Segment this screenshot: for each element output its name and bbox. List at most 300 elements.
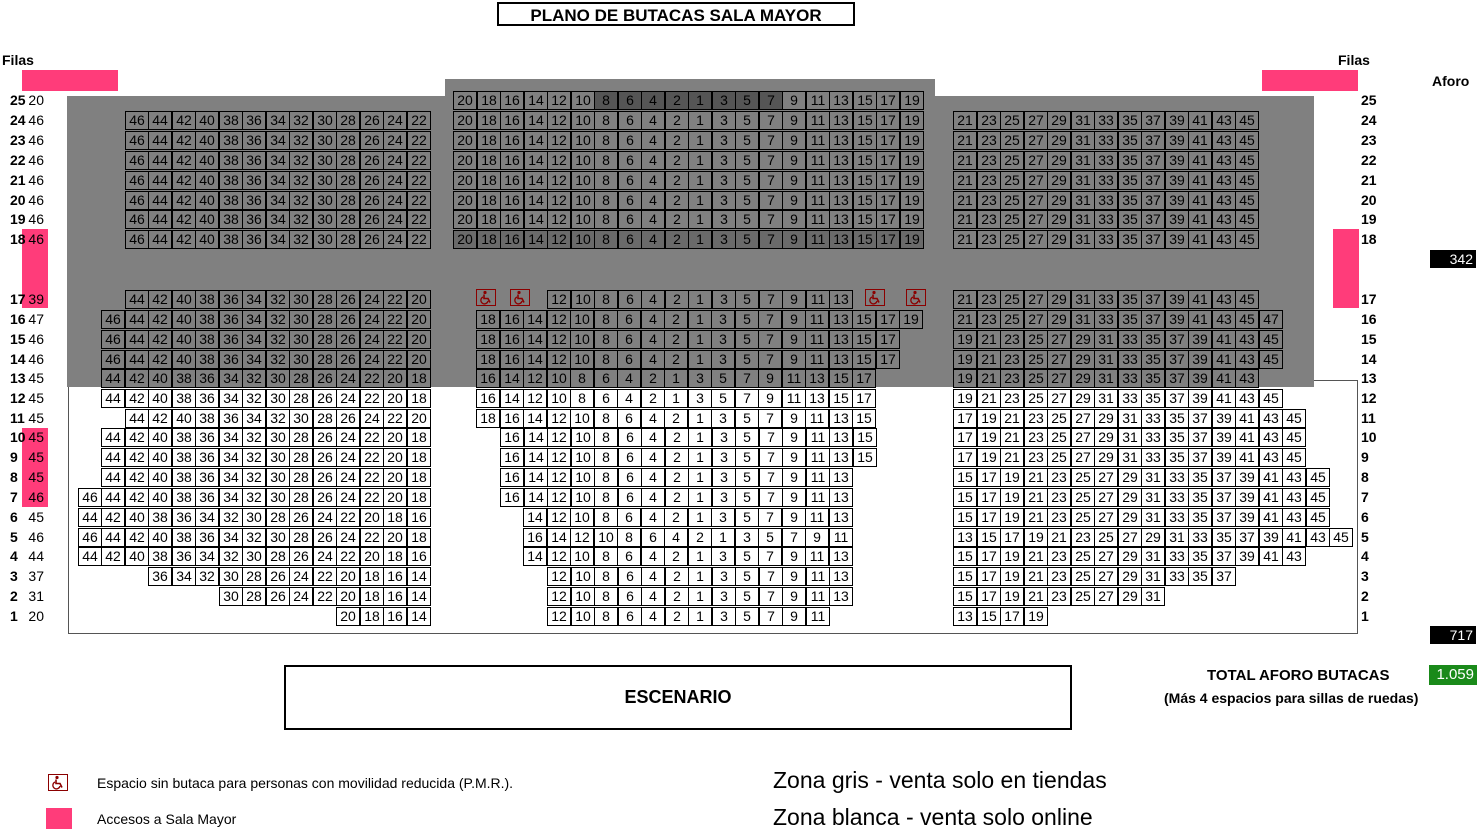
seat-center: 7 [759,428,783,447]
seat-right: 45 [1282,428,1306,447]
seat-left: 32 [219,547,243,566]
seat-right: 25 [1024,369,1048,388]
seat-left: 42 [125,528,149,547]
seat-center: 10 [571,448,595,467]
seat-center: 12 [523,389,547,408]
row-label-left: 17 [10,291,26,307]
seat-left: 30 [313,191,337,210]
total-label: TOTAL AFORO BUTACAS [1207,667,1390,684]
row-label-left: 4 [10,548,18,564]
seat-left: 42 [125,389,149,408]
seat-center: 10 [570,409,594,428]
seat-left: 20 [407,290,431,309]
row-label-right: 17 [1361,291,1377,307]
seat-right: 25 [1000,290,1024,309]
seat-center: 4 [641,290,665,309]
seat-right: 39 [1165,210,1189,229]
seat-center: 19 [900,210,924,229]
seat-right: 35 [1141,369,1165,388]
seat-center: 12 [547,488,571,507]
seat-center: 1 [688,587,712,606]
seat-right: 37 [1165,389,1189,408]
seat-right: 25 [1071,547,1095,566]
seat-left: 34 [219,448,243,467]
seat-right: 29 [1071,330,1095,349]
seat-center: 11 [806,210,830,229]
seat-left: 28 [289,528,313,547]
seat-left: 26 [313,448,337,467]
seat-center: 17 [876,111,900,130]
seat-center: 15 [853,230,877,249]
seat-right: 33 [1118,389,1142,408]
seat-center: 15 [853,91,877,110]
seat-right: 23 [1024,409,1048,428]
row-aforo: 45 [28,449,44,465]
seat-right: 37 [1188,428,1212,447]
seat-right: 21 [953,191,977,210]
seat-left: 40 [125,508,149,527]
seat-right: 45 [1282,448,1306,467]
seat-left: 44 [148,131,172,150]
seat-left: 28 [242,567,266,586]
seat-center: 3 [711,547,735,566]
row-label-right: 6 [1361,509,1369,525]
seat-left: 38 [172,528,196,547]
seat-center: 6 [617,547,641,566]
seat-center: 20 [453,210,477,229]
seat-center: 17 [876,330,900,349]
seat-center: 2 [665,567,689,586]
seat-right: 21 [1000,448,1024,467]
seat-center: 10 [571,468,595,487]
seat-center: 5 [735,468,759,487]
seat-right: 39 [1165,151,1189,170]
seat-right: 41 [1235,409,1259,428]
seat-right: 39 [1165,171,1189,190]
seat-left: 40 [195,131,219,150]
seat-center: 1 [688,131,712,150]
seat-center: 10 [570,330,594,349]
seat-right: 29 [1047,230,1071,249]
seat-right: 41 [1212,330,1236,349]
seat-right: 39 [1212,409,1236,428]
seat-center: 10 [571,607,595,626]
seat-right: 23 [977,151,1001,170]
seat-right: 13 [953,607,977,626]
seat-center: 9 [782,191,806,210]
seat-center: 6 [618,171,642,190]
seat-center: 13 [829,409,853,428]
seat-center: 7 [759,230,783,249]
seat-center: 17 [852,369,876,388]
seat-center: 6 [618,230,642,249]
seat-center: 3 [712,111,736,130]
seat-right: 17 [977,468,1001,487]
seat-right: 43 [1212,151,1236,170]
seat-center: 5 [735,448,759,467]
seat-center: 2 [641,369,665,388]
seat-right: 19 [1000,508,1024,527]
seat-right: 35 [1188,508,1212,527]
seat-center: 2 [665,171,689,190]
seat-right: 33 [1165,508,1189,527]
seat-right: 39 [1188,350,1212,369]
seat-center: 3 [712,428,736,447]
seat-left: 42 [101,508,125,527]
seat-left: 32 [289,191,313,210]
seat-left: 28 [336,210,360,229]
seat-center: 7 [759,91,783,110]
seat-right: 23 [1000,389,1024,408]
seat-left: 26 [313,428,337,447]
seat-left: 40 [195,210,219,229]
seat-center: 7 [758,310,782,329]
seat-center: 5 [735,508,759,527]
row-aforo: 46 [28,211,44,227]
row-label-right: 7 [1361,489,1369,505]
seat-center: 8 [594,468,618,487]
seat-left: 38 [148,547,172,566]
seat-center: 11 [806,191,830,210]
seat-right: 23 [977,191,1001,210]
seat-left: 36 [242,230,266,249]
seat-right: 27 [1047,350,1071,369]
seat-right: 23 [1047,468,1071,487]
row-label-right: 15 [1361,331,1377,347]
seat-right: 21 [953,151,977,170]
seat-right: 33 [1165,468,1189,487]
seat-center: 14 [524,151,548,170]
seat-right: 27 [1094,547,1118,566]
seat-right: 41 [1212,389,1236,408]
seat-right: 43 [1212,131,1236,150]
seat-right: 25 [1000,171,1024,190]
seat-center: 2 [664,330,688,349]
seat-right: 43 [1212,310,1236,329]
seat-center: 2 [665,191,689,210]
seat-center: 10 [571,131,595,150]
seat-right: 31 [1094,389,1118,408]
seat-right: 25 [1000,131,1024,150]
seat-left: 40 [195,191,219,210]
seat-left: 32 [266,409,290,428]
seat-right: 35 [1118,290,1142,309]
seat-right: 33 [1118,369,1142,388]
seat-center: 9 [782,428,806,447]
seat-right: 25 [1024,350,1048,369]
seat-center: 5 [735,350,759,369]
seat-center: 14 [500,389,524,408]
seat-center: 7 [759,587,783,606]
seat-center: 13 [829,428,853,447]
seat-center: 2 [665,488,689,507]
seat-center: 17 [876,191,900,210]
row-label-right: 9 [1361,449,1369,465]
seat-center: 19 [900,230,924,249]
seat-right: 21 [1024,488,1048,507]
seat-left: 30 [289,310,313,329]
seat-center: 3 [688,389,712,408]
seat-right: 23 [977,230,1001,249]
seat-right: 23 [977,210,1001,229]
seat-left: 28 [289,488,313,507]
seat-center: 6 [594,389,618,408]
seat-center: 9 [758,369,782,388]
seat-center: 12 [547,567,571,586]
seat-left: 30 [266,428,290,447]
seat-left: 46 [101,310,125,329]
seat-center: 12 [547,350,571,369]
seat-right: 29 [1071,350,1095,369]
seat-left: 18 [407,468,431,487]
seat-center: 15 [853,151,877,170]
row-aforo: 45 [28,370,44,386]
seat-left: 40 [172,409,196,428]
seat-center: 15 [829,389,853,408]
seat-center: 6 [618,428,642,447]
seat-left: 26 [266,567,290,586]
seat-right: 29 [1118,508,1142,527]
seat-right: 19 [1000,587,1024,606]
seat-left: 28 [289,448,313,467]
seat-right: 43 [1306,528,1330,547]
seat-center: 13 [829,131,853,150]
seat-left: 36 [172,508,196,527]
seat-right: 25 [1047,428,1071,447]
row-aforo: 47 [28,311,44,327]
seat-center: 2 [688,528,712,547]
seat-right: 21 [953,230,977,249]
seat-center: 11 [806,587,830,606]
seat-left: 26 [336,310,360,329]
seat-center: 19 [899,310,923,329]
seat-right: 45 [1306,468,1330,487]
row-label-left: 18 [10,231,26,247]
seat-right: 27 [1024,191,1048,210]
seat-center: 13 [829,111,853,130]
seat-center: 10 [570,508,594,527]
row-aforo: 45 [28,410,44,426]
seat-left: 22 [313,587,337,606]
seat-right: 37 [1141,111,1165,130]
seat-center: 9 [782,91,806,110]
row-label-right: 8 [1361,469,1369,485]
seat-left: 18 [360,587,384,606]
seat-left: 40 [148,488,172,507]
seat-right: 29 [1118,547,1142,566]
seat-right: 41 [1259,547,1283,566]
seat-left: 28 [336,230,360,249]
row-aforo: 37 [28,568,44,584]
seat-right: 43 [1212,111,1236,130]
seat-left: 18 [407,488,431,507]
seat-left: 32 [195,567,219,586]
seat-left: 30 [313,151,337,170]
seat-center: 14 [547,528,571,547]
seat-left: 36 [242,191,266,210]
seat-center: 18 [477,111,501,130]
seat-center: 1 [688,468,712,487]
seat-right: 23 [1000,369,1024,388]
seat-center: 13 [829,587,853,606]
seat-center: 4 [641,151,665,170]
seat-center: 1 [688,607,712,626]
seat-right: 19 [1000,468,1024,487]
seat-right: 31 [1118,428,1142,447]
seat-left: 34 [219,468,243,487]
seat-center: 11 [805,310,829,329]
seat-right: 23 [977,111,1001,130]
seat-center: 14 [523,547,547,566]
seat-center: 10 [594,528,618,547]
seat-right: 29 [1047,171,1071,190]
seat-right: 27 [1024,111,1048,130]
seat-left: 42 [148,330,172,349]
row-label-left: 9 [10,449,18,465]
seat-right: 45 [1282,409,1306,428]
seat-right: 33 [1118,350,1142,369]
row-label-right: 16 [1361,311,1377,327]
seat-center: 7 [759,290,783,309]
seat-right: 23 [977,131,1001,150]
row-label-left: 6 [10,509,18,525]
seat-right: 35 [1212,528,1236,547]
seat-left: 20 [383,468,407,487]
seat-center: 3 [711,409,735,428]
seat-right: 39 [1165,131,1189,150]
seat-right: 29 [1118,587,1142,606]
seat-left: 46 [125,191,149,210]
seat-center: 14 [524,131,548,150]
seat-center: 3 [712,131,736,150]
seat-right: 43 [1259,448,1283,467]
seat-center: 4 [641,409,665,428]
seat-center: 9 [805,528,829,547]
seat-center: 1 [664,389,688,408]
seat-left: 44 [148,210,172,229]
seat-left: 26 [313,488,337,507]
seat-right: 25 [1071,508,1095,527]
seat-center: 2 [665,131,689,150]
seat-left: 42 [125,468,149,487]
seat-right: 37 [1212,508,1236,527]
seat-right: 43 [1235,369,1259,388]
seat-left: 20 [407,350,431,369]
seat-center: 8 [594,330,618,349]
seat-center: 16 [500,350,524,369]
seat-center: 14 [524,468,548,487]
seat-right: 39 [1165,230,1189,249]
seat-center: 1 [688,310,712,329]
seat-left: 38 [172,428,196,447]
seat-left: 36 [242,151,266,170]
seat-right: 31 [1118,448,1142,467]
seat-center: 5 [735,151,759,170]
seat-left: 22 [407,171,431,190]
seat-center: 1 [688,428,712,447]
seat-center: 16 [500,310,524,329]
seat-center: 6 [618,607,642,626]
seat-center: 6 [618,151,642,170]
seat-left: 30 [289,409,313,428]
seat-right: 31 [1094,330,1118,349]
row-aforo: 46 [28,172,44,188]
wheelchair-icon [510,289,530,306]
seat-center: 11 [805,547,829,566]
seat-left: 36 [195,369,219,388]
seat-right: 37 [1165,330,1189,349]
seat-center: 13 [829,508,853,527]
seat-right: 31 [1141,547,1165,566]
seat-right: 23 [1024,448,1048,467]
seat-left: 26 [360,210,384,229]
seat-left: 30 [219,587,243,606]
seat-center: 2 [664,409,688,428]
seat-left: 38 [219,111,243,130]
seat-center: 2 [664,350,688,369]
seat-center: 13 [829,310,853,329]
seat-left: 34 [242,310,266,329]
seat-center: 13 [829,547,853,566]
seat-right: 25 [1000,111,1024,130]
seat-left: 24 [336,369,360,388]
row-label-right: 13 [1361,370,1377,386]
seat-center: 11 [805,350,829,369]
seat-center: 16 [476,369,500,388]
seat-right: 19 [1000,567,1024,586]
seat-left: 20 [383,369,407,388]
seat-right: 19 [1000,547,1024,566]
seat-left: 38 [219,151,243,170]
seat-center: 6 [617,330,641,349]
seat-right: 29 [1047,290,1071,309]
seat-right: 27 [1047,369,1071,388]
seat-center: 11 [806,488,830,507]
row-label-left: 16 [10,311,26,327]
seat-left: 18 [407,428,431,447]
seat-left: 24 [383,191,407,210]
seat-right: 39 [1165,290,1189,309]
seat-left: 24 [383,171,407,190]
seat-center: 19 [900,191,924,210]
seat-right: 23 [1000,330,1024,349]
seat-center: 18 [477,131,501,150]
seat-right: 31 [1071,171,1095,190]
seat-left: 38 [172,488,196,507]
seat-left: 34 [195,547,219,566]
seat-left: 42 [125,488,149,507]
seat-left: 30 [289,330,313,349]
seat-center: 2 [665,607,689,626]
seat-center: 20 [453,151,477,170]
seat-right: 35 [1165,409,1189,428]
seat-right: 31 [1094,350,1118,369]
seat-right: 21 [977,369,1001,388]
seat-center: 6 [618,488,642,507]
seat-left: 28 [242,587,266,606]
seat-right: 43 [1235,330,1259,349]
seat-center: 3 [711,310,735,329]
seat-center: 9 [782,131,806,150]
seat-left: 34 [219,369,243,388]
seat-left: 40 [148,528,172,547]
seat-left: 22 [407,230,431,249]
seat-right: 17 [953,409,977,428]
seat-right: 37 [1141,210,1165,229]
seat-left: 14 [407,587,431,606]
seat-right: 37 [1212,468,1236,487]
seat-left: 32 [289,111,313,130]
